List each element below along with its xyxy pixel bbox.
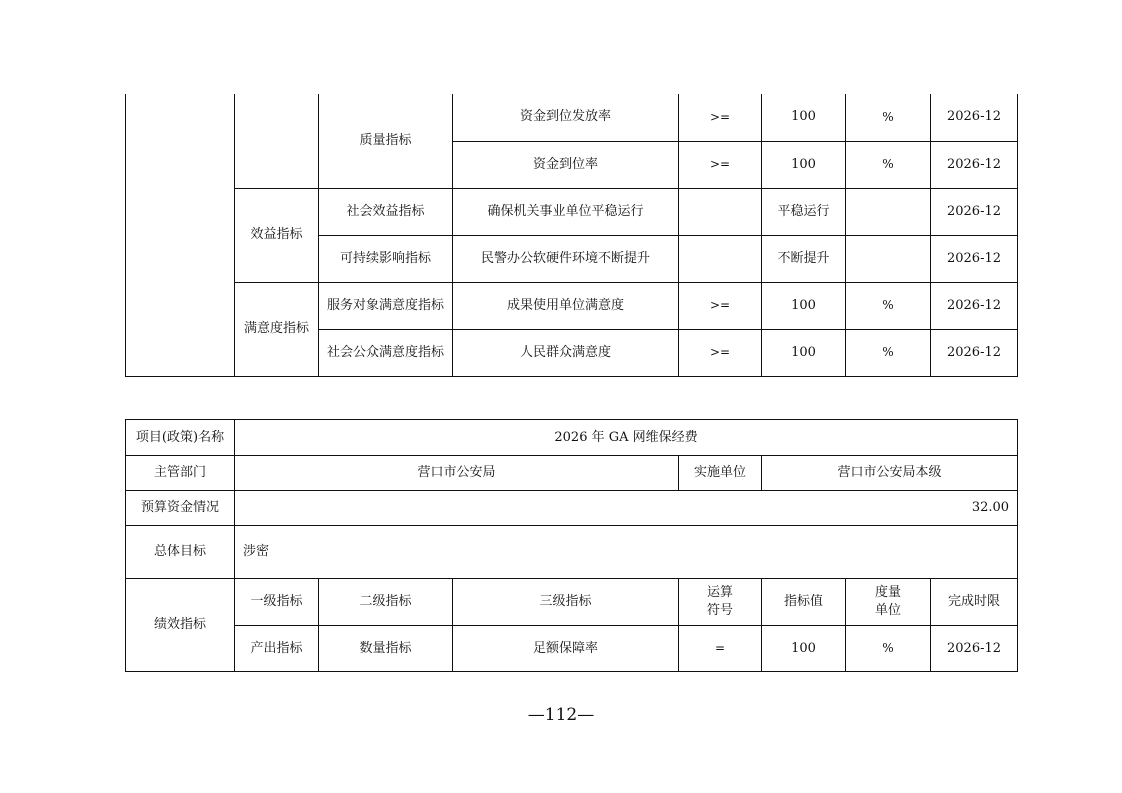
unit-cell: % <box>846 626 931 672</box>
level2-cell: 可持续影响指标 <box>319 235 453 282</box>
table-header-row <box>126 579 1018 626</box>
unit-cell: % <box>846 94 931 141</box>
unit-cell: % <box>846 282 931 329</box>
table-row <box>126 188 1018 235</box>
table-row <box>126 491 1018 526</box>
operator-cell: >= <box>679 141 762 188</box>
operator-cell <box>679 188 762 235</box>
value-cell: 100 <box>762 141 846 188</box>
deadline-cell: 2026-12 <box>931 141 1018 188</box>
dept-label: 主管部门 <box>126 456 235 491</box>
unit-cell <box>846 235 931 282</box>
level3-cell: 足额保障率 <box>453 626 679 672</box>
header-operator-line2: 符号 <box>706 603 733 618</box>
level1-cell: 满意度指标 <box>235 282 319 376</box>
level2-cell: 数量指标 <box>319 626 453 672</box>
project-table <box>125 419 1018 672</box>
header-unit-line1: 度量 <box>874 585 901 601</box>
operator-cell: >= <box>679 329 762 376</box>
header-level1: 一级指标 <box>235 579 319 626</box>
indicator-table-continued <box>125 94 1018 377</box>
operator-cell: = <box>679 626 762 672</box>
value-cell: 100 <box>762 626 846 672</box>
project-name-value: 2026 年 GA 网维保经费 <box>235 420 1018 456</box>
unit-cell: % <box>846 141 931 188</box>
level1-cell: 效益指标 <box>235 188 319 282</box>
operator-cell: >= <box>679 94 762 141</box>
table-row <box>126 94 1018 141</box>
table-row <box>126 526 1018 579</box>
dept-value: 营口市公安局 <box>235 456 679 491</box>
unit-cell: % <box>846 329 931 376</box>
table-row <box>126 420 1018 456</box>
operator-cell <box>679 235 762 282</box>
budget-label: 预算资金情况 <box>126 491 235 526</box>
level2-cell: 社会效益指标 <box>319 188 453 235</box>
page-number: —112— <box>527 705 595 725</box>
goal-label: 总体目标 <box>126 526 235 579</box>
impl-label: 实施单位 <box>679 456 762 491</box>
table-row <box>126 456 1018 491</box>
operator-cell: >= <box>679 282 762 329</box>
value-cell: 100 <box>762 329 846 376</box>
budget-value: 32.00 <box>235 491 1018 526</box>
value-cell: 100 <box>762 282 846 329</box>
level1-cell: 产出指标 <box>235 626 319 672</box>
value-cell: 平稳运行 <box>762 188 846 235</box>
header-value: 指标值 <box>762 579 846 626</box>
level2-cell: 社会公众满意度指标 <box>319 329 453 376</box>
level2-cell: 质量指标 <box>319 94 453 188</box>
table-row <box>126 626 1018 672</box>
deadline-cell: 2026-12 <box>931 235 1018 282</box>
blank-cell <box>235 94 319 188</box>
level3-cell: 资金到位率 <box>453 141 679 188</box>
header-operator <box>679 579 762 626</box>
value-cell: 100 <box>762 94 846 141</box>
header-unit-line2: 单位 <box>874 603 901 618</box>
goal-value: 涉密 <box>235 526 1018 579</box>
level3-cell: 资金到位发放率 <box>453 94 679 141</box>
project-name-label: 项目(政策)名称 <box>126 420 235 456</box>
deadline-cell: 2026-12 <box>931 626 1018 672</box>
deadline-cell: 2026-12 <box>931 94 1018 141</box>
level2-cell: 服务对象满意度指标 <box>319 282 453 329</box>
perf-label: 绩效指标 <box>126 579 235 672</box>
value-cell: 不断提升 <box>762 235 846 282</box>
deadline-cell: 2026-12 <box>931 329 1018 376</box>
unit-cell <box>846 188 931 235</box>
deadline-cell: 2026-12 <box>931 188 1018 235</box>
header-level3: 三级指标 <box>453 579 679 626</box>
header-unit <box>846 579 931 626</box>
blank-cell <box>126 94 235 376</box>
level3-cell: 人民群众满意度 <box>453 329 679 376</box>
header-deadline: 完成时限 <box>931 579 1018 626</box>
level3-cell: 民警办公软硬件环境不断提升 <box>453 235 679 282</box>
table-row <box>126 282 1018 329</box>
level3-cell: 确保机关事业单位平稳运行 <box>453 188 679 235</box>
header-level2: 二级指标 <box>319 579 453 626</box>
header-operator-line1: 运算 <box>706 585 733 601</box>
level3-cell: 成果使用单位满意度 <box>453 282 679 329</box>
deadline-cell: 2026-12 <box>931 282 1018 329</box>
impl-value: 营口市公安局本级 <box>762 456 1018 491</box>
